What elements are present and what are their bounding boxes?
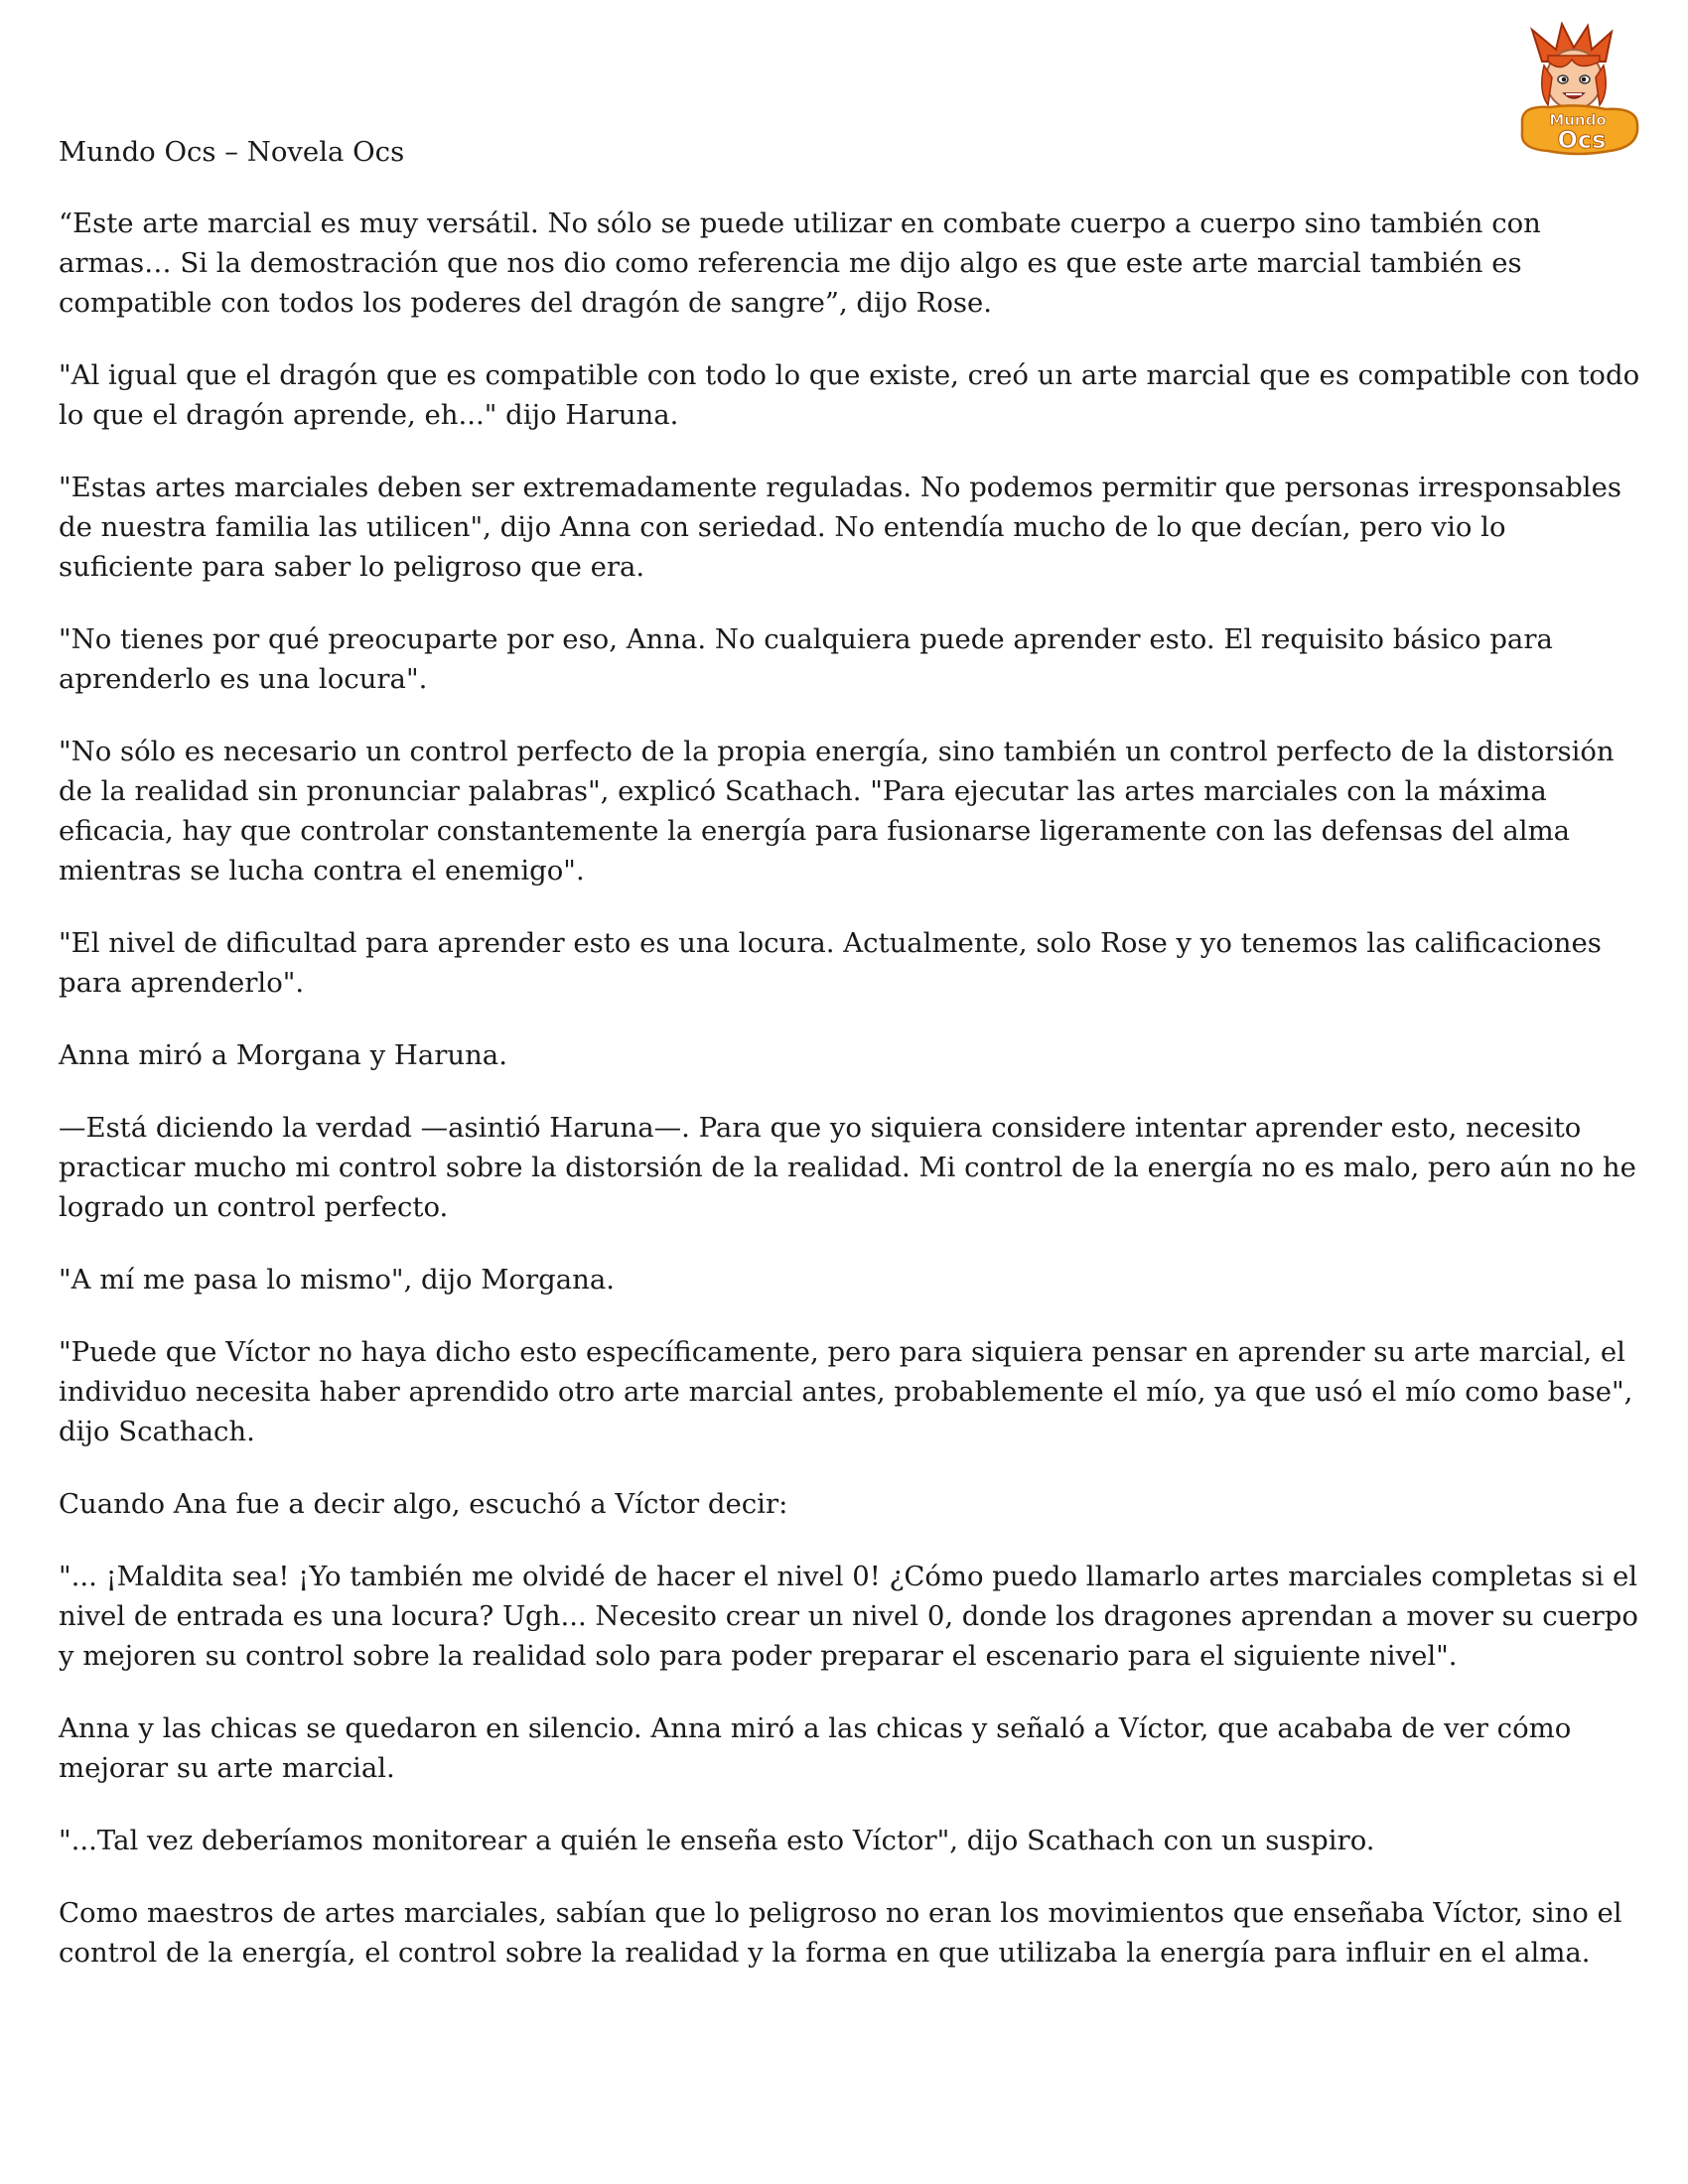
- paragraph: "Al igual que el dragón que es compatible con todo lo que existe, creó un arte marcial que es compatible con todo lo que el dragón aprende, eh..." dijo Haruna.: [59, 359, 1640, 431]
- paragraph: “Este arte marcial es muy versátil. No sólo se puede utilizar en combate cuerpo a cuerpo sino también con armas… Si la demostración que nos dio como referencia me dijo algo es que este arte marcial también es compatible con todos los poderes del dragón de sangre”, dijo Rose.: [59, 207, 1541, 319]
- paragraph: Anna y las chicas se quedaron en silencio. Anna miró a las chicas y señaló a Víctor, que acababa de ver cómo mejorar su arte marcial.: [59, 1712, 1572, 1784]
- paragraph: "Puede que Víctor no haya dicho esto específicamente, pero para siquiera pensar en aprender su arte marcial, el individuo necesita haber aprendido otro arte marcial antes, probablemente el mío, ya que usó el mío como base", dijo Scathach.: [59, 1336, 1633, 1447]
- paragraph: "... ¡Maldita sea! ¡Yo también me olvidé de hacer el nivel 0! ¿Cómo puedo llamarlo artes marciales completas si el nivel de entrada es una locura? Ugh... Necesito crear un nivel 0, donde los dragones aprendan a mover su cuerpo y mejoren su control sobre la realidad solo para poder preparar el escenario para el siguiente nivel".: [59, 1561, 1638, 1672]
- svg-text:Ocs: Ocs: [1557, 126, 1607, 154]
- svg-text:Mundo: Mundo: [1549, 111, 1607, 129]
- paragraph: "...Tal vez deberíamos monitorear a quién le enseña esto Víctor", dijo Scathach con un suspiro.: [59, 1825, 1375, 1856]
- paragraph: "El nivel de dificultad para aprender esto es una locura. Actualmente, solo Rose y yo tenemos las calificaciones para aprenderlo".: [59, 927, 1602, 999]
- paragraph: Cuando Ana fue a decir algo, escuchó a Víctor decir:: [59, 1488, 788, 1520]
- paragraph: "No sólo es necesario un control perfecto de la propia energía, sino también un control perfecto de la distorsión de la realidad sin pronunciar palabras", explicó Scathach. "Para ejecutar las artes marciales con la máxima eficacia, hay que controlar constantemente la energía para fusionarse ligeramente con las defensas del alma mientras se lucha contra el enemigo".: [59, 736, 1615, 887]
- paragraph: "Estas artes marciales deben ser extremadamente reguladas. No podemos permitir que personas irresponsables de nuestra familia las utilicen", dijo Anna con seriedad. No entendía mucho de lo que decían, pero vio lo suficiente para saber lo peligroso que era.: [59, 472, 1621, 583]
- paragraph: Anna miró a Morgana y Haruna.: [59, 1039, 507, 1071]
- paragraph: Como maestros de artes marciales, sabían que lo peligroso no eran los movimientos que enseñaba Víctor, sino el control de la energía, el control sobre la realidad y la forma en que utilizaba la energía para influir en el alma.: [59, 1897, 1622, 1969]
- paragraph: —Está diciendo la verdad —asintió Haruna—. Para que yo siquiera considere intentar aprender esto, necesito practicar mucho mi control sobre la distorsión de la realidad. Mi control de la energía no es malo, pero aún no he logrado un control perfecto.: [59, 1112, 1636, 1223]
- document-body: [59, 132, 1647, 2005]
- document-header: Mundo Ocs – Novela Ocs: [59, 136, 405, 168]
- paragraph: "A mí me pasa lo mismo", dijo Morgana.: [59, 1264, 615, 1296]
- paragraph: "No tienes por qué preocuparte por eso, Anna. No cualquiera puede aprender esto. El requisito básico para aprenderlo es una locura".: [59, 623, 1553, 695]
